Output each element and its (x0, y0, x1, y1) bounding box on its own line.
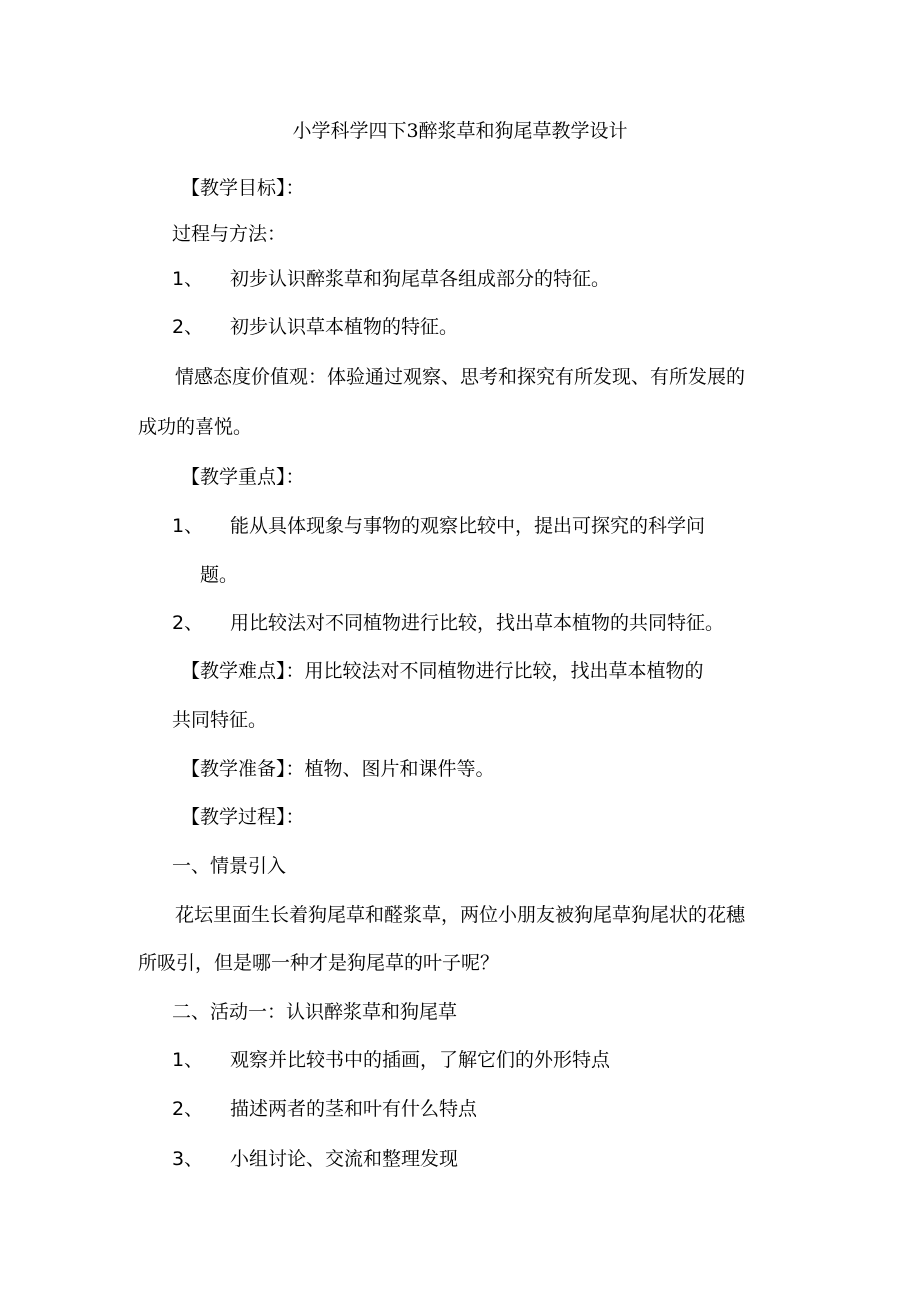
objective-2-number: 2、 (172, 316, 204, 338)
key-point-2-number: 2、 (172, 612, 204, 634)
key-point-2-text: 用比较法对不同植物进行比较，找出草本植物的共同特征。 (230, 612, 725, 634)
emotion-line-2: 成功的喜悦。 (138, 416, 253, 438)
objective-2-text: 初步认识草本植物的特征。 (230, 316, 459, 338)
section-1-line-2: 所吸引，但是哪一种才是狗尾草的叶子呢？ (138, 952, 500, 974)
difficulty-line-1: 【教学难点】：用比较法对不同植物进行比较，找出草本植物的 (181, 660, 704, 682)
section-1-line-1: 花坛里面生长着狗尾草和醛浆草，两位小朋友被狗尾草狗尾状的花穗 (175, 904, 746, 926)
activity-3-number: 3、 (172, 1148, 204, 1170)
activity-2-number: 2、 (172, 1098, 204, 1120)
preparation-line: 【教学准备】：植物、图片和课件等。 (181, 758, 495, 780)
objective-1-text: 初步认识醉浆草和狗尾草各组成部分的特征。 (230, 268, 611, 290)
key-point-1-number: 1、 (172, 515, 204, 537)
key-point-1-text: 能从具体现象与事物的观察比较中，提出可探究的科学问 (230, 515, 706, 537)
key-points-heading: 【教学重点】： (181, 466, 305, 488)
objectives-heading: 【教学目标】： (181, 177, 305, 199)
key-point-1-continuation: 题。 (200, 564, 239, 586)
activity-3-text: 小组讨论、交流和整理发现 (230, 1148, 459, 1170)
activity-1-number: 1、 (172, 1049, 204, 1071)
activity-2-text: 描述两者的茎和叶有什么特点 (230, 1098, 478, 1120)
objective-1-number: 1、 (172, 268, 204, 290)
process-method-label: 过程与方法： (172, 223, 287, 245)
section-2-heading: 二、活动一：认识醉浆草和狗尾草 (172, 1001, 458, 1023)
document-title: 小学科学四下3醉浆草和狗尾草教学设计 (292, 120, 628, 142)
emotion-line-1: 情感态度价值观：体验通过观察、思考和探究有所发现、有所发展的 (175, 366, 746, 388)
process-heading: 【教学过程】： (181, 806, 305, 828)
section-1-heading: 一、情景引入 (172, 855, 287, 877)
difficulty-line-2: 共同特征。 (172, 709, 268, 731)
activity-1-text: 观察并比较书中的插画，了解它们的外形特点 (230, 1049, 611, 1071)
